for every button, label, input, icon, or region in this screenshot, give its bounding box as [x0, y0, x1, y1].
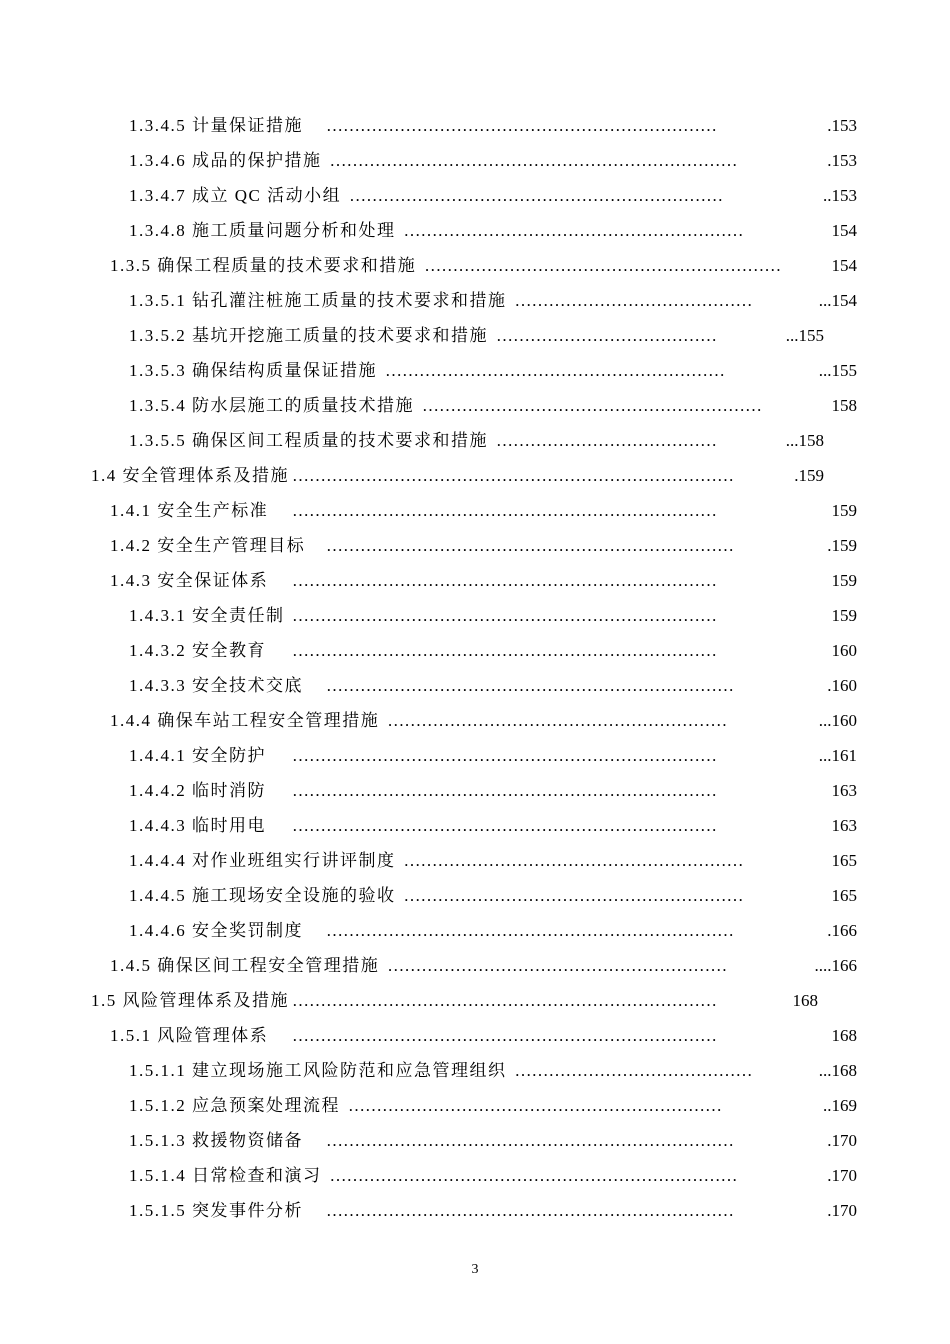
toc-entry[interactable] [0, 948, 950, 983]
toc-entry[interactable] [0, 1088, 950, 1123]
toc-page-number: 159 [831, 606, 857, 625]
toc-entry-title: 1.4.4.6 安全奖罚制度 [129, 913, 303, 948]
toc-page-number: .170 [827, 1166, 857, 1185]
toc-entry[interactable] [0, 668, 950, 703]
toc-page-number: 163 [831, 816, 857, 835]
toc-entry-title: 1.4.5 确保区间工程安全管理措施 [110, 948, 379, 983]
toc-dot-leader: ………………………………… [496, 431, 717, 450]
toc-page-number: 165 [831, 851, 857, 870]
toc-page-number: ...154 [818, 291, 857, 310]
toc-page-number: 165 [831, 886, 857, 905]
toc-dot-leader: ………………………………………………………………… [292, 606, 717, 625]
toc-entry[interactable] [0, 1053, 950, 1088]
toc-entry-title: 1.3.5.4 防水层施工的质量技术措施 [129, 388, 414, 423]
toc-entry[interactable] [0, 528, 950, 563]
toc-dot-leader: ………………………………………………………………… [292, 816, 717, 835]
toc-page-number: 159 [831, 501, 857, 520]
toc-page-number: ...161 [818, 746, 857, 765]
toc-entry[interactable] [0, 1018, 950, 1053]
toc-dot-leader: …………………………………………………… [403, 221, 744, 240]
toc-entry[interactable] [0, 353, 950, 388]
toc-page-number: ..169 [823, 1096, 857, 1115]
toc-entry[interactable] [0, 248, 950, 283]
toc-page-number: .153 [827, 151, 857, 170]
toc-entry[interactable] [0, 913, 950, 948]
toc-dot-leader: ………………………………………………………… [349, 186, 724, 205]
toc-entry[interactable] [0, 843, 950, 878]
toc-entry-title: 1.4 安全管理体系及措施 [91, 458, 289, 493]
toc-page-number: 168 [831, 1026, 857, 1045]
table-of-contents [0, 108, 950, 1228]
toc-entry-title: 1.3.5.3 确保结构质量保证措施 [129, 353, 377, 388]
toc-page-number: .166 [827, 921, 857, 940]
toc-entry-title: 1.4.4.1 安全防护 [129, 738, 266, 773]
toc-dot-leader: …………………………………………………… [387, 711, 728, 730]
toc-dot-leader: …………………………………………………… [403, 851, 744, 870]
toc-entry[interactable] [0, 773, 950, 808]
toc-entry-title: 1.4.4.2 临时消防 [129, 773, 266, 808]
toc-page-number: .160 [827, 676, 857, 695]
toc-dot-leader: …………………………………………………… [422, 396, 762, 415]
toc-dot-leader: ……………………………………………………………… [329, 151, 738, 170]
toc-dot-leader: ………………………………………………………………… [292, 641, 717, 660]
toc-dot-leader: ………………………………………………………………… [292, 1026, 717, 1045]
toc-entry-title: 1.5.1 风险管理体系 [110, 1018, 268, 1053]
toc-entry-title: 1.4.3 安全保证体系 [110, 563, 268, 598]
toc-entry-title: 1.4.4.5 施工现场安全设施的验收 [129, 878, 396, 913]
toc-page-number: .159 [794, 466, 824, 485]
toc-entry-title: 1.3.5 确保工程质量的技术要求和措施 [110, 248, 416, 283]
toc-page-number: ...168 [818, 1061, 857, 1080]
toc-dot-leader: ………………………………………………………………… [292, 746, 717, 765]
toc-dot-leader: ………………………………………………………………… [292, 571, 717, 590]
toc-entry[interactable] [0, 808, 950, 843]
toc-entry-title: 1.4.3.3 安全技术交底 [129, 668, 303, 703]
toc-entry-title: 1.4.4 确保车站工程安全管理措施 [110, 703, 379, 738]
toc-entry[interactable] [0, 878, 950, 913]
toc-entry[interactable] [0, 283, 950, 318]
toc-entry[interactable] [0, 178, 950, 213]
toc-entry[interactable] [0, 1123, 950, 1158]
toc-dot-leader: ……………………………………………………… [424, 256, 782, 275]
toc-entry[interactable] [0, 563, 950, 598]
toc-dot-leader: ………………………………………………………………… [292, 501, 717, 520]
toc-page-number: .159 [827, 536, 857, 555]
toc-entry-title: 1.3.5.2 基坑开挖施工质量的技术要求和措施 [129, 318, 488, 353]
toc-entry-title: 1.4.4.3 临时用电 [129, 808, 266, 843]
toc-page-number: ...155 [818, 361, 857, 380]
toc-entry-title: 1.5.1.5 突发事件分析 [129, 1193, 303, 1228]
toc-dot-leader: ……………………………………………………………… [326, 1201, 734, 1220]
toc-entry-title: 1.3.4.6 成品的保护措施 [129, 143, 322, 178]
toc-entry[interactable] [0, 983, 950, 1018]
page-number: 3 [471, 1262, 479, 1277]
toc-dot-leader: ………………………………………………………… [348, 1096, 722, 1115]
toc-dot-leader: ………………………………… [496, 326, 717, 345]
toc-entry[interactable] [0, 703, 950, 738]
toc-dot-leader: ……………………………………………………………… [326, 536, 734, 555]
toc-entry-title: 1.4.1 安全生产标准 [110, 493, 268, 528]
toc-entry[interactable] [0, 633, 950, 668]
toc-entry[interactable] [0, 738, 950, 773]
toc-entry-title: 1.5.1.4 日常检查和演习 [129, 1158, 322, 1193]
toc-dot-leader: ……………………………………………………………… [326, 676, 734, 695]
toc-entry[interactable] [0, 1193, 950, 1228]
toc-entry[interactable] [0, 108, 950, 143]
toc-entry[interactable] [0, 458, 950, 493]
toc-entry-title: 1.5.1.3 救援物资储备 [129, 1123, 303, 1158]
toc-entry[interactable] [0, 143, 950, 178]
toc-page-number: 154 [831, 256, 857, 275]
toc-entry[interactable] [0, 598, 950, 633]
toc-entry-title: 1.5.1.1 建立现场施工风险防范和应急管理组织 [129, 1053, 507, 1088]
toc-dot-leader: ……………………………………………………………… [326, 921, 734, 940]
toc-entry[interactable] [0, 318, 950, 353]
toc-dot-leader: ………………………………………………………………… [292, 991, 717, 1010]
toc-entry[interactable] [0, 493, 950, 528]
toc-entry-title: 1.4.3.1 安全责任制 [129, 598, 285, 633]
toc-dot-leader: ……………………………………………………………… [329, 1166, 738, 1185]
toc-entry-title: 1.3.5.1 钻孔灌注桩施工质量的技术要求和措施 [129, 283, 507, 318]
toc-dot-leader: …………………………………………………………… [326, 116, 717, 135]
toc-entry-title: 1.3.4.5 计量保证措施 [129, 108, 303, 143]
toc-page-number: 160 [831, 641, 857, 660]
toc-entry-title: 1.3.4.7 成立 QC 活动小组 [129, 178, 341, 213]
toc-entry-title: 1.4.4.4 对作业班组实行讲评制度 [129, 843, 396, 878]
toc-entry[interactable] [0, 1158, 950, 1193]
toc-entry[interactable] [0, 213, 950, 248]
toc-page-number: .153 [827, 116, 857, 135]
toc-page-number: .170 [827, 1201, 857, 1220]
toc-dot-leader: …………………………………………………… [403, 886, 744, 905]
toc-dot-leader: …………………………………………………… [387, 956, 728, 975]
toc-entry-title: 1.4.3.2 安全教育 [129, 633, 266, 668]
toc-entry-title: 1.5 风险管理体系及措施 [91, 983, 289, 1018]
toc-entry-title: 1.4.2 安全生产管理目标 [110, 528, 305, 563]
toc-page-number: 168 [792, 991, 818, 1010]
toc-page-number: ....166 [814, 956, 857, 975]
toc-entry-title: 1.3.4.8 施工质量问题分析和处理 [129, 213, 396, 248]
toc-entry-title: 1.3.5.5 确保区间工程质量的技术要求和措施 [129, 423, 488, 458]
toc-page-number: ...155 [785, 326, 824, 345]
toc-page-number: ..153 [823, 186, 857, 205]
toc-entry[interactable] [0, 388, 950, 423]
toc-entry[interactable] [0, 423, 950, 458]
toc-page-number: 159 [831, 571, 857, 590]
toc-page-number: ...160 [818, 711, 857, 730]
toc-dot-leader: …………………………………………………… [385, 361, 725, 380]
toc-entry-title: 1.5.1.2 应急预案处理流程 [129, 1088, 340, 1123]
toc-page-number: ...158 [785, 431, 824, 450]
toc-page-number: 158 [831, 396, 857, 415]
toc-page-number: 154 [831, 221, 857, 240]
toc-dot-leader: ……………………………………………………………… [326, 1131, 734, 1150]
toc-page-number: 163 [831, 781, 857, 800]
toc-dot-leader: …………………………………………………………………… [292, 466, 734, 485]
toc-dot-leader: …………………………………… [514, 1061, 753, 1080]
toc-dot-leader: …………………………………… [514, 291, 753, 310]
toc-dot-leader: ………………………………………………………………… [292, 781, 717, 800]
toc-page-number: .170 [827, 1131, 857, 1150]
